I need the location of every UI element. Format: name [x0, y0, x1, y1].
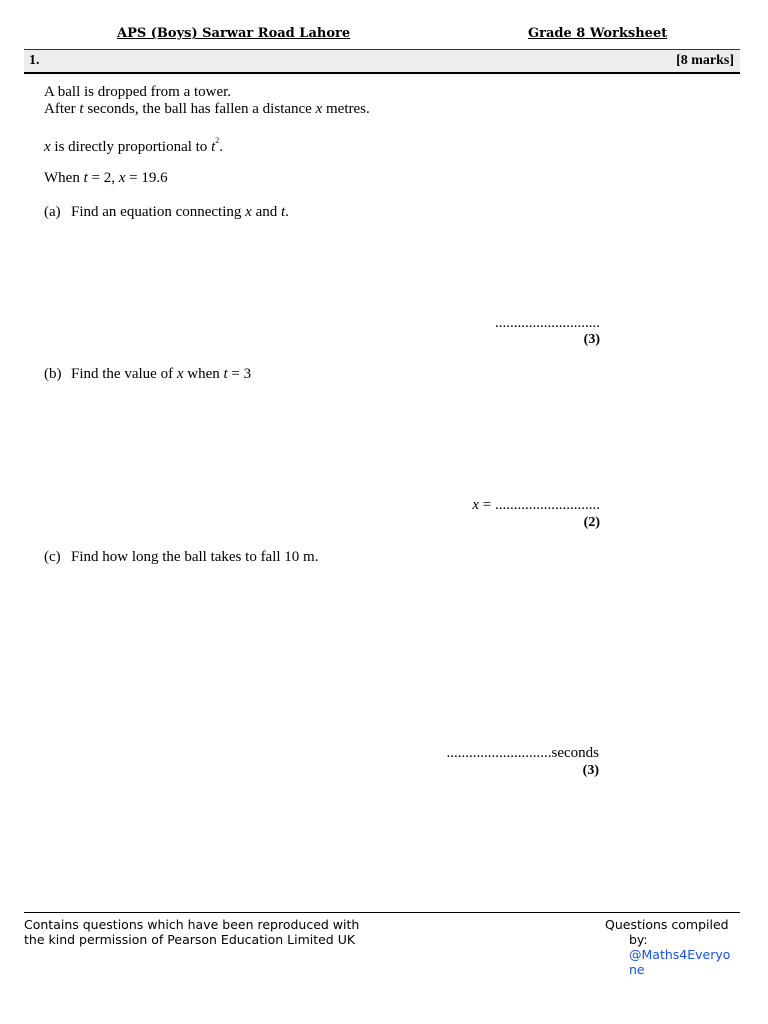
- text-fragment: when: [183, 366, 224, 382]
- text-fragment: by:: [629, 932, 648, 947]
- part-b-answer-line[interactable]: [472, 497, 600, 514]
- text-fragment: = 19.6: [125, 170, 168, 186]
- intro-line-2: [44, 101, 370, 118]
- part-c-marks: (3): [582, 763, 599, 778]
- text-fragment: A ball is dropped from a tower.: [44, 84, 232, 100]
- text-fragment: t: [280, 204, 286, 220]
- text-fragment: =: [479, 497, 495, 513]
- text-fragment: ............................: [446, 745, 552, 761]
- text-fragment: x: [176, 366, 184, 382]
- text-fragment: and: [251, 204, 281, 220]
- text-fragment: x: [315, 101, 323, 117]
- text-fragment: t: [223, 366, 228, 382]
- part-c-question: [44, 549, 318, 566]
- part-a-question: [44, 204, 289, 221]
- text-fragment: Find how long the ball takes to fall 10 m.: [71, 549, 319, 565]
- text-fragment: seconds: [551, 745, 599, 761]
- school-name: APS (Boys) Sarwar Road Lahore: [117, 26, 351, 41]
- part-c-label: (c): [44, 549, 61, 565]
- text-fragment: .: [219, 139, 223, 155]
- text-fragment: Find an equation connecting: [71, 204, 246, 220]
- text-fragment: t: [211, 139, 216, 155]
- text-fragment: Questions compiled: [605, 917, 729, 932]
- text-fragment: @Maths4Everyo: [629, 947, 731, 962]
- text-fragment: t: [83, 170, 88, 186]
- part-a-marks: (3): [583, 332, 600, 347]
- text-fragment: x: [44, 139, 51, 155]
- text-fragment: metres.: [322, 101, 370, 117]
- author-handle-link[interactable]: [605, 947, 735, 977]
- part-b-question: [44, 366, 251, 383]
- text-fragment: x: [118, 170, 126, 186]
- text-fragment: seconds, the ball has fallen a distance: [83, 101, 316, 117]
- text-fragment: is directly proportional to: [50, 139, 212, 155]
- text-fragment: the kind permission of Pearson Education Limited UK: [24, 932, 356, 947]
- text-fragment: ne: [629, 962, 645, 977]
- permission-note: [24, 917, 359, 947]
- text-fragment: After: [44, 101, 80, 117]
- question-number: 1.: [29, 53, 40, 68]
- part-c-answer-line[interactable]: [447, 745, 600, 762]
- proportion-statement: [44, 136, 223, 156]
- text-fragment: .: [285, 204, 289, 220]
- text-fragment: ............................: [495, 497, 600, 513]
- part-b-label: (b): [44, 366, 62, 382]
- text-fragment: x: [245, 204, 252, 220]
- question-total-marks: [8 marks]: [676, 53, 734, 68]
- given-values: [44, 170, 168, 187]
- text-fragment: When: [44, 170, 84, 186]
- text-fragment: x: [472, 497, 480, 513]
- intro-line-1: [44, 84, 231, 101]
- footer-divider: [24, 912, 740, 913]
- part-b-marks: (2): [583, 515, 600, 530]
- text-fragment: 2: [215, 136, 220, 145]
- question-header-bar: [24, 49, 740, 74]
- part-a-label: (a): [44, 204, 61, 220]
- compiled-by: [605, 917, 735, 977]
- text-fragment: = 2,: [87, 170, 119, 186]
- text-fragment: t: [79, 101, 84, 117]
- text-fragment: Contains questions which have been reproduced with: [24, 917, 360, 932]
- text-fragment: Find the value of: [71, 366, 177, 382]
- text-fragment: = 3: [227, 366, 252, 382]
- part-a-answer-line[interactable]: ............................: [495, 315, 600, 331]
- worksheet-title: Grade 8 Worksheet: [528, 26, 668, 41]
